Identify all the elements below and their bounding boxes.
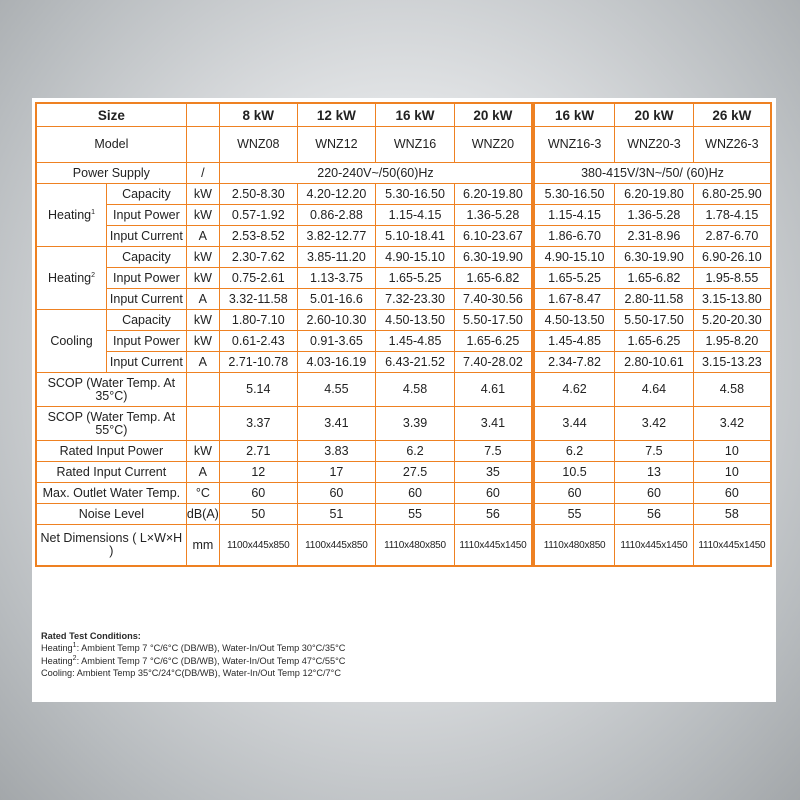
value-cell: 6.43-21.52 xyxy=(376,352,455,373)
value-cell: 4.61 xyxy=(454,373,533,407)
value-cell: 7.5 xyxy=(615,441,694,462)
value-cell: 5.50-17.50 xyxy=(454,310,533,331)
value-cell: 1100x445x850 xyxy=(297,525,376,567)
unit-cell: mm xyxy=(186,525,219,567)
size-cell: 16 kW xyxy=(533,103,615,127)
value-cell: 56 xyxy=(454,504,533,525)
model-cell: WNZ12 xyxy=(297,127,376,163)
net-dimensions-row xyxy=(36,525,771,567)
value-cell: 60 xyxy=(454,483,533,504)
value-cell: 0.75-2.61 xyxy=(219,268,297,289)
unit-cell: A xyxy=(186,462,219,483)
unit-cell: kW xyxy=(186,268,219,289)
header-unit-cell xyxy=(186,103,219,127)
size-cell: 20 kW xyxy=(615,103,694,127)
value-cell: 2.34-7.82 xyxy=(533,352,615,373)
value-cell: 10 xyxy=(693,441,771,462)
value-cell: 58 xyxy=(693,504,771,525)
value-cell: 1.13-3.75 xyxy=(297,268,376,289)
noise-level-row xyxy=(36,504,771,525)
value-cell: 13 xyxy=(615,462,694,483)
group-0-row-1 xyxy=(36,205,771,226)
value-cell: 1.36-5.28 xyxy=(454,205,533,226)
value-cell: 5.10-18.41 xyxy=(376,226,455,247)
value-cell: 2.53-8.52 xyxy=(219,226,297,247)
value-cell: 3.42 xyxy=(615,407,694,441)
param-label: Capacity xyxy=(107,247,187,268)
note-heating-1 xyxy=(41,642,761,654)
value-cell: 51 xyxy=(297,504,376,525)
param-label: Capacity xyxy=(107,310,187,331)
value-cell: 2.87-6.70 xyxy=(693,226,771,247)
value-cell: 1.65-5.25 xyxy=(376,268,455,289)
value-cell: 1.65-6.25 xyxy=(454,331,533,352)
unit-cell: kW xyxy=(186,441,219,462)
value-cell: 2.60-10.30 xyxy=(297,310,376,331)
value-cell: 1.65-6.82 xyxy=(615,268,694,289)
value-cell: 1.67-8.47 xyxy=(533,289,615,310)
net-dimensions-row-label: Net Dimensions ( L×W×H ) xyxy=(36,525,186,567)
value-cell: 1110x445x1450 xyxy=(615,525,694,567)
size-cell: 8 kW xyxy=(219,103,297,127)
value-cell: 55 xyxy=(533,504,615,525)
value-cell: 60 xyxy=(615,483,694,504)
value-cell: 3.15-13.23 xyxy=(693,352,771,373)
value-cell: 6.2 xyxy=(376,441,455,462)
value-cell: 6.20-19.80 xyxy=(454,184,533,205)
value-cell: 1.65-5.25 xyxy=(533,268,615,289)
group-2-row-1 xyxy=(36,331,771,352)
value-cell: 4.03-16.19 xyxy=(297,352,376,373)
group-0-row-0 xyxy=(36,184,771,205)
note-heating-2-sup: 2 xyxy=(72,654,77,662)
unit-cell: A xyxy=(186,289,219,310)
value-cell: 7.5 xyxy=(454,441,533,462)
model-cell: WNZ20-3 xyxy=(615,127,694,163)
value-cell: 60 xyxy=(297,483,376,504)
unit-cell: °C xyxy=(186,483,219,504)
value-cell: 1.65-6.25 xyxy=(615,331,694,352)
value-cell: 4.62 xyxy=(533,373,615,407)
value-cell: 3.37 xyxy=(219,407,297,441)
value-cell: 3.83 xyxy=(297,441,376,462)
value-cell: 3.41 xyxy=(454,407,533,441)
scop-55-row xyxy=(36,407,771,441)
model-label: Model xyxy=(36,127,186,163)
group-label xyxy=(36,184,107,247)
group-label-sup: 1 xyxy=(91,208,96,216)
note-heating-2-text: : Ambient Temp 7 °C/6°C (DB/WB), Water-In/Out Temp 47°C/55°C xyxy=(76,655,346,666)
header-row xyxy=(36,103,771,127)
value-cell: 1.65-6.82 xyxy=(454,268,533,289)
group-2-row-2 xyxy=(36,352,771,373)
power-supply-row xyxy=(36,163,771,184)
value-cell: 0.57-1.92 xyxy=(219,205,297,226)
note-heating-2-label: Heating xyxy=(41,655,73,666)
param-label: Input Power xyxy=(107,205,187,226)
model-cell: WNZ16-3 xyxy=(533,127,615,163)
model-unit-cell xyxy=(186,127,219,163)
group-2-row-0 xyxy=(36,310,771,331)
value-cell: 4.20-12.20 xyxy=(297,184,376,205)
note-heating-1-label: Heating xyxy=(41,643,73,654)
max-outlet-water-temp-row-label: Max. Outlet Water Temp. xyxy=(36,483,186,504)
value-cell: 3.41 xyxy=(297,407,376,441)
notes-title: Rated Test Conditions: xyxy=(41,631,141,641)
power-supply-label: Power Supply xyxy=(36,163,186,184)
model-cell: WNZ20 xyxy=(454,127,533,163)
group-label-text: Heating xyxy=(48,270,92,285)
noise-level-row-label: Noise Level xyxy=(36,504,186,525)
group-1-row-1 xyxy=(36,268,771,289)
value-cell: 55 xyxy=(376,504,455,525)
param-label: Capacity xyxy=(107,184,187,205)
value-cell: 0.61-2.43 xyxy=(219,331,297,352)
unit-cell: kW xyxy=(186,310,219,331)
value-cell: 1110x480x850 xyxy=(376,525,455,567)
value-cell: 6.10-23.67 xyxy=(454,226,533,247)
value-cell: 1110x445x1450 xyxy=(454,525,533,567)
value-cell: 1.45-4.85 xyxy=(533,331,615,352)
value-cell: 6.90-26.10 xyxy=(693,247,771,268)
power-supply-three-phase: 380-415V/3N~/50/ (60)Hz xyxy=(533,163,771,184)
value-cell: 17 xyxy=(297,462,376,483)
value-cell: 1.95-8.55 xyxy=(693,268,771,289)
spec-table xyxy=(35,102,772,567)
value-cell: 2.31-8.96 xyxy=(615,226,694,247)
size-cell: 12 kW xyxy=(297,103,376,127)
value-cell: 5.30-16.50 xyxy=(376,184,455,205)
group-label-sup: 2 xyxy=(91,271,96,279)
value-cell: 60 xyxy=(693,483,771,504)
value-cell: 4.90-15.10 xyxy=(376,247,455,268)
value-cell: 4.50-13.50 xyxy=(533,310,615,331)
param-label: Input Current xyxy=(107,289,187,310)
value-cell: 2.71-10.78 xyxy=(219,352,297,373)
note-heating-1-text: : Ambient Temp 7 °C/6°C (DB/WB), Water-In/Out Temp 30°C/35°C xyxy=(76,643,346,654)
unit-cell: kW xyxy=(186,331,219,352)
value-cell: 4.58 xyxy=(376,373,455,407)
value-cell: 5.50-17.50 xyxy=(615,310,694,331)
unit-cell: A xyxy=(186,352,219,373)
spec-table-body xyxy=(36,103,771,566)
rated-input-current-row-label: Rated Input Current xyxy=(36,462,186,483)
value-cell: 3.85-11.20 xyxy=(297,247,376,268)
value-cell: 2.71 xyxy=(219,441,297,462)
unit-cell: kW xyxy=(186,247,219,268)
group-1-row-2 xyxy=(36,289,771,310)
group-label xyxy=(36,247,107,310)
rated-input-current-row xyxy=(36,462,771,483)
param-label: Input Current xyxy=(107,352,187,373)
group-label xyxy=(36,310,107,373)
size-cell: 26 kW xyxy=(693,103,771,127)
value-cell: 60 xyxy=(376,483,455,504)
value-cell: 3.44 xyxy=(533,407,615,441)
max-outlet-water-temp-row xyxy=(36,483,771,504)
value-cell: 4.55 xyxy=(297,373,376,407)
rated-input-power-row-label: Rated Input Power xyxy=(36,441,186,462)
value-cell: 60 xyxy=(219,483,297,504)
unit-cell: kW xyxy=(186,205,219,226)
rated-input-power-row xyxy=(36,441,771,462)
value-cell: 56 xyxy=(615,504,694,525)
value-cell: 1.15-4.15 xyxy=(533,205,615,226)
group-label-text: Cooling xyxy=(50,333,93,348)
value-cell: 1.80-7.10 xyxy=(219,310,297,331)
unit-cell xyxy=(186,373,219,407)
value-cell: 1.15-4.15 xyxy=(376,205,455,226)
unit-cell: dB(A) xyxy=(186,504,219,525)
value-cell: 1.36-5.28 xyxy=(615,205,694,226)
value-cell: 3.42 xyxy=(693,407,771,441)
value-cell: 3.15-13.80 xyxy=(693,289,771,310)
value-cell: 4.90-15.10 xyxy=(533,247,615,268)
model-row xyxy=(36,127,771,163)
size-cell: 16 kW xyxy=(376,103,455,127)
value-cell: 27.5 xyxy=(376,462,455,483)
model-cell: WNZ26-3 xyxy=(693,127,771,163)
value-cell: 2.80-10.61 xyxy=(615,352,694,373)
model-cell: WNZ08 xyxy=(219,127,297,163)
note-heating-1-sup: 1 xyxy=(72,642,77,650)
value-cell: 4.58 xyxy=(693,373,771,407)
value-cell: 12 xyxy=(219,462,297,483)
power-supply-single-phase: 220-240V~/50(60)Hz xyxy=(219,163,533,184)
value-cell: 2.80-11.58 xyxy=(615,289,694,310)
group-0-row-2 xyxy=(36,226,771,247)
unit-cell xyxy=(186,407,219,441)
value-cell: 1.95-8.20 xyxy=(693,331,771,352)
value-cell: 2.30-7.62 xyxy=(219,247,297,268)
value-cell: 0.86-2.88 xyxy=(297,205,376,226)
value-cell: 10 xyxy=(693,462,771,483)
scop-35-row xyxy=(36,373,771,407)
unit-cell: A xyxy=(186,226,219,247)
note-cooling: Cooling: Ambient Temp 35°C/24°C(DB/WB), Water-In/Out Temp 12°C/7°C xyxy=(41,668,341,679)
test-conditions-notes xyxy=(41,630,761,680)
value-cell: 0.91-3.65 xyxy=(297,331,376,352)
value-cell: 5.30-16.50 xyxy=(533,184,615,205)
value-cell: 1110x480x850 xyxy=(533,525,615,567)
value-cell: 3.32-11.58 xyxy=(219,289,297,310)
value-cell: 6.30-19.90 xyxy=(454,247,533,268)
value-cell: 1.78-4.15 xyxy=(693,205,771,226)
value-cell: 4.50-13.50 xyxy=(376,310,455,331)
value-cell: 7.40-28.02 xyxy=(454,352,533,373)
value-cell: 6.2 xyxy=(533,441,615,462)
param-label: Input Power xyxy=(107,268,187,289)
group-label-text: Heating xyxy=(48,207,92,222)
value-cell: 5.14 xyxy=(219,373,297,407)
value-cell: 35 xyxy=(454,462,533,483)
value-cell: 1.86-6.70 xyxy=(533,226,615,247)
value-cell: 5.20-20.30 xyxy=(693,310,771,331)
value-cell: 4.64 xyxy=(615,373,694,407)
model-cell: WNZ16 xyxy=(376,127,455,163)
value-cell: 60 xyxy=(533,483,615,504)
param-label: Input Current xyxy=(107,226,187,247)
value-cell: 6.30-19.90 xyxy=(615,247,694,268)
value-cell: 7.32-23.30 xyxy=(376,289,455,310)
value-cell: 7.40-30.56 xyxy=(454,289,533,310)
size-label: Size xyxy=(36,103,186,127)
scop-35-row-label: SCOP (Water Temp. At 35°C) xyxy=(36,373,186,407)
note-heating-2 xyxy=(41,655,761,667)
value-cell: 6.20-19.80 xyxy=(615,184,694,205)
value-cell: 3.82-12.77 xyxy=(297,226,376,247)
power-supply-unit: / xyxy=(186,163,219,184)
value-cell: 6.80-25.90 xyxy=(693,184,771,205)
value-cell: 2.50-8.30 xyxy=(219,184,297,205)
value-cell: 10.5 xyxy=(533,462,615,483)
value-cell: 3.39 xyxy=(376,407,455,441)
value-cell: 1110x445x1450 xyxy=(693,525,771,567)
group-1-row-0 xyxy=(36,247,771,268)
param-label: Input Power xyxy=(107,331,187,352)
scop-55-row-label: SCOP (Water Temp. At 55°C) xyxy=(36,407,186,441)
spec-card xyxy=(32,98,776,702)
value-cell: 1100x445x850 xyxy=(219,525,297,567)
unit-cell: kW xyxy=(186,184,219,205)
value-cell: 50 xyxy=(219,504,297,525)
size-cell: 20 kW xyxy=(454,103,533,127)
value-cell: 1.45-4.85 xyxy=(376,331,455,352)
value-cell: 5.01-16.6 xyxy=(297,289,376,310)
